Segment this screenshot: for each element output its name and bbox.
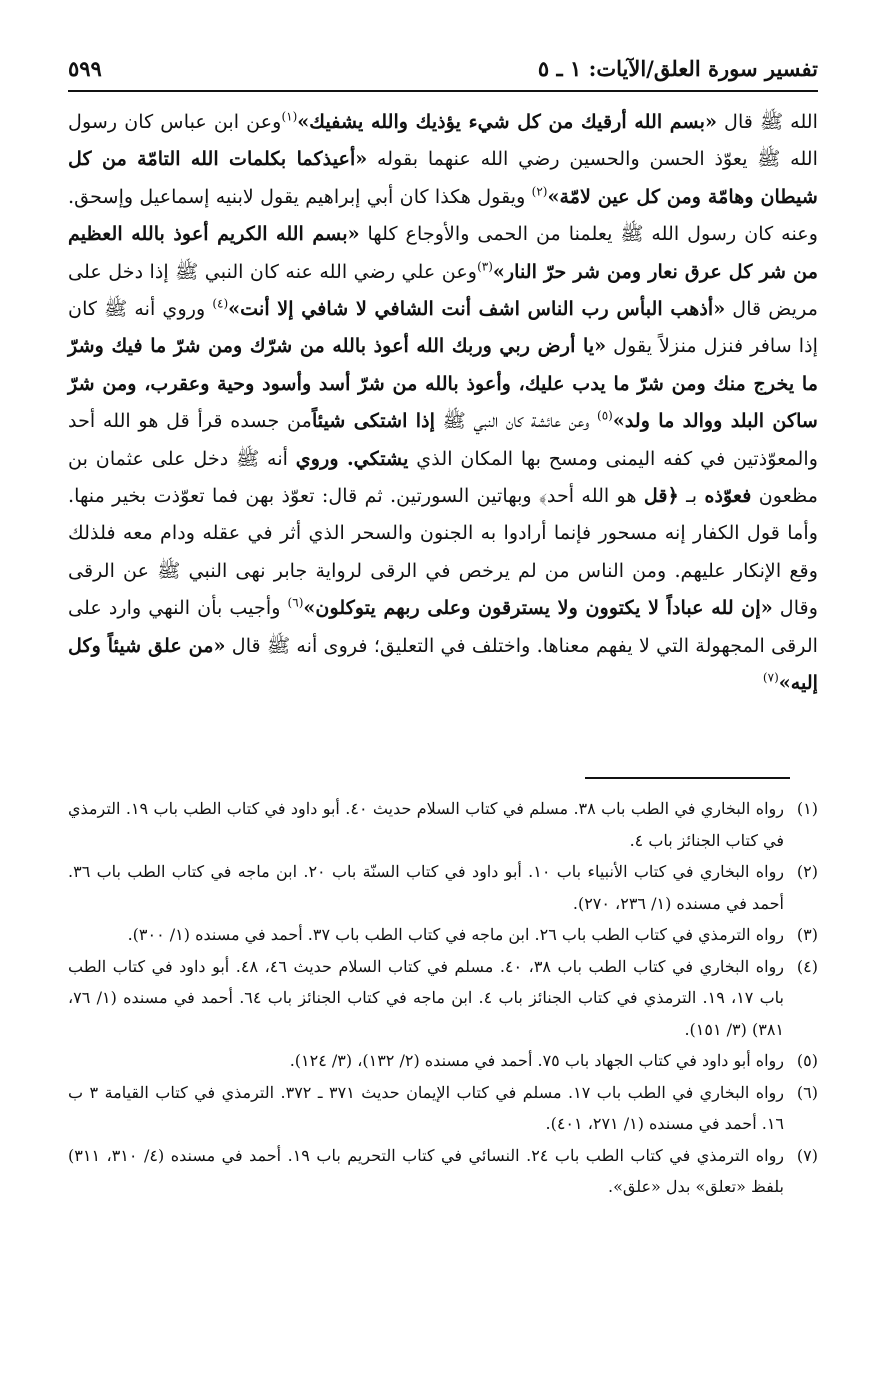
footnote-text: رواه أبو داود في كتاب الجهاد باب ٧٥. أحمد في مسنده (٢/ ١٣٢)، (٣/ ١٢٤). (289, 1051, 784, 1070)
quoted-text: «بسم الله أرقيك من كل شيء يؤذيك والله يشفيك» (297, 110, 717, 133)
footnote-reference: (٤) (212, 296, 229, 311)
body-segment: هو الله أحد﴾ وبهاتين السورتين. ثم قال: تعوّذ بهن فما تعوّذت بخير منها. وأما قول الكفار إنه مسحور فإنما أرادوا به الجنون والسحر الذي أثر في عقله ودام معه فلذلك وقع الإنكار عليهم. ومن الناس من لم يرخص في الرقى لرواية جابر نهى النبي ﷺ عن الرقى وقال (68, 484, 818, 620)
body-segment: وعن ابن عباس كان رسول الله ﷺ يعوّذ الحسن والحسين رضي الله عنهما بقوله (68, 110, 818, 171)
footnote-number: (٢) (796, 862, 818, 881)
commentary-text (68, 103, 818, 702)
footnote (68, 1077, 818, 1140)
body-segment: وروي أنه ﷺ كان إذا سافر فنزل منزلاً يقول (68, 297, 818, 358)
footnote-text: رواه الترمذي في كتاب الطب باب ٢٦. ابن ماجه في كتاب الطب باب ٣٧. أحمد في مسنده (١/ ٣٠٠). (127, 925, 784, 944)
footnote-reference: (١) (281, 109, 298, 124)
quoted-text: إذا اشتكى شيئاً (311, 409, 435, 433)
footnote-text: رواه البخاري في الطب باب ٣٨. مسلم في كتاب السلام حديث ٤٠. أبو داود في كتاب الطب باب ١٩. الترمذي في كتاب الجنائز باب ٤. (68, 799, 785, 850)
footnote-text: رواه البخاري في الطب باب ١٧. مسلم في كتاب الإيمان حديث ٣٧١ ـ ٣٧٢. الترمذي في كتاب القيامة ٣ ب ١٦. أحمد في مسنده (١/ ٢٧١، ٤٠١). (68, 1082, 785, 1133)
body-segment: وعن عائشة كان النبي ﷺ (434, 409, 598, 433)
footnote (68, 919, 818, 951)
quoted-text: «بسم الله الكريم أعوذ بالله العظيم من شر كل عرق نعار ومن شر حرّ النار» (68, 222, 819, 283)
footnote-number: (٦) (796, 1082, 818, 1102)
page-header (68, 52, 818, 92)
footnote (68, 951, 818, 1046)
quoted-text: فعوّذه (704, 484, 752, 508)
body-segment: وعن علي رضي الله عنه كان النبي ﷺ إذا دخل على مريض قال (68, 259, 818, 321)
footnote (68, 793, 818, 856)
footnote-text: رواه الترمذي في كتاب الطب باب ٢٤. النسائي في كتاب التحريم باب ١٩. أحمد في مسنده (٤/ ٣١٠، ٣١١) بلفظ «تعلق» بدل «علق». (68, 1145, 785, 1196)
footnote-text: رواه البخاري في كتاب الأنبياء باب ١٠. أبو داود في كتاب السنّة باب ٢٠. ابن ماجه في كتاب الطب باب ٣٦. أحمد في مسنده (١/ ٢٣٦، ٢٧٠). (68, 862, 785, 913)
footnote-number: (١) (796, 799, 818, 818)
body-segment: أنه ﷺ دخل على عثمان بن مظعون (68, 446, 818, 508)
quoted-text: ﴿قل (643, 484, 679, 508)
running-title: تفسير سورة العلق/الآيات: ١ ـ ٥ (537, 56, 818, 81)
footnote-reference: (٢) (531, 184, 548, 199)
quoted-text: «أذهب البأس رب الناس اشف أنت الشافي لا شافي إلا أنت» (228, 297, 726, 321)
footnote (68, 856, 818, 919)
body-segment: وأجيب بأن النهي وارد على الرقى المجهولة التي لا يفهم معناها. واختلف في التعليق؛ فروى أنه ﷺ قال (68, 596, 819, 657)
footnote (68, 1045, 818, 1077)
footnote-text: رواه البخاري في كتاب الطب باب ٣٨، ٤٠. مسلم في كتاب السلام حديث ٤٦، ٤٨. أبو داود في كتاب الطب باب ١٧، ١٩. الترمذي في كتاب الجنائز باب ٤. ابن ماجه في كتاب الجنائز باب ٦٤. أحمد في مسنده (١/ ٧٦، ٣٨١) (٣/ ١٥١). (68, 956, 785, 1039)
body-segment: بـ (678, 484, 705, 508)
quoted-text: «إن لله عباداً لا يكتوون ولا يسترقون وعلى ربهم يتوكلون» (303, 596, 773, 620)
footnote-number: (٤) (796, 956, 818, 976)
quoted-text: «أعيذكما بكلمات الله التامّة من كل شيطان وهامّة ومن كل عين لامّة» (68, 147, 818, 208)
body-segment: ويقول هكذا كان أبي إبراهيم يقول لابنيه إسماعيل وإسحق. وعنه كان رسول الله ﷺ يعلمنا من الحمى والأوجاع كلها (68, 184, 818, 246)
footnote-number: (٧) (796, 1145, 818, 1165)
footnote (68, 1140, 818, 1203)
body-segment: من جسده قرأ قل هو الله أحد والمعوّذتين في كفه اليمنى ومسح بها المكان الذي (68, 409, 819, 470)
quoted-text: يشتكي. وروي (295, 446, 409, 470)
footnote-reference: (٥) (597, 408, 613, 423)
body-segment: الله ﷺ قال (716, 110, 818, 133)
footnote-number: (٣) (796, 925, 818, 944)
footnote-reference: (٦) (287, 595, 304, 610)
quoted-text: «يا أرض ربي وربك الله أعوذ بالله من شرّك ومن شرّ ما فيك وشرّ ما يخرج منك ومن شرّ ما يدب عليك، وأعوذ بالله من شرّ أسد وأسود وحية وعقرب، ومن شرّ ساكن البلد ووالد ما ولد» (68, 334, 818, 433)
page-number: ٥٩٩ (68, 56, 102, 81)
footnotes (68, 793, 818, 1203)
footnote-number: (٥) (796, 1051, 818, 1070)
footnote-reference: (٧) (762, 670, 779, 685)
footnote-reference: (٣) (477, 259, 493, 274)
quoted-text: «من علق شيئاً وكل إليه» (68, 633, 818, 695)
footnote-separator (585, 777, 790, 779)
